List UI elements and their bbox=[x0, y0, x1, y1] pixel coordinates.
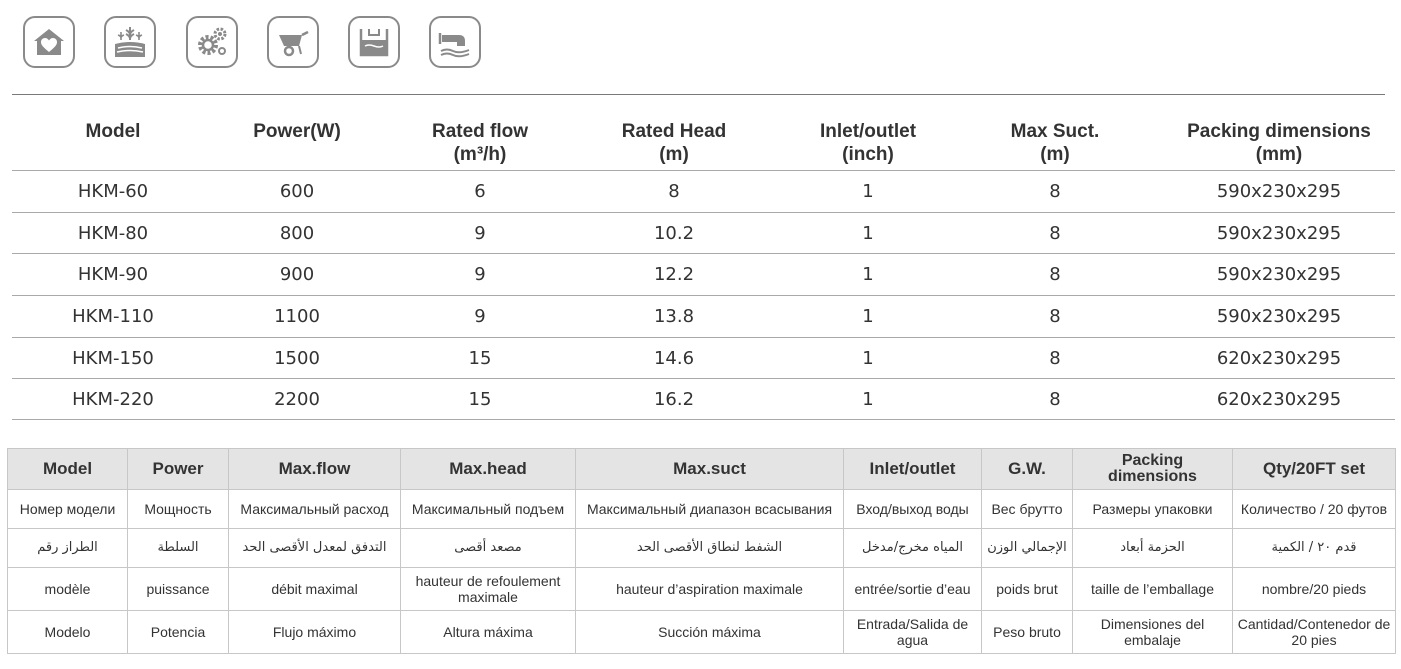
lang-cell: الحزمة أبعاد bbox=[1073, 529, 1233, 568]
lang-cell: الطراز رقم bbox=[8, 529, 128, 568]
spec-cell: HKM-60 bbox=[77, 180, 149, 202]
spec-cell: 590x230x295 bbox=[1216, 264, 1342, 286]
lang-cell: Cantidad/Contenedor de 20 pies bbox=[1233, 611, 1396, 654]
lang-header-row bbox=[8, 449, 1396, 490]
farm-field-icon bbox=[104, 16, 156, 68]
lang-cell: مصعد أقصى bbox=[401, 529, 576, 568]
spec-cell: 8 bbox=[1049, 388, 1061, 410]
spec-cell: 2200 bbox=[274, 388, 320, 410]
lang-header-cell: Max.suct bbox=[576, 449, 844, 490]
lang-header-cell: Model bbox=[8, 449, 128, 490]
lang-cell: Flujo máximo bbox=[229, 611, 401, 654]
lang-header-cell: Qty/20FT set bbox=[1233, 449, 1396, 490]
spec-cell: 15 bbox=[468, 388, 492, 410]
lang-cell: taille de l’emballage bbox=[1073, 568, 1233, 611]
lang-cell: hauteur de refoulement maximale bbox=[401, 568, 576, 611]
lang-cell: entrée/sortie d’eau bbox=[844, 568, 982, 611]
lang-cell: Succión máxima bbox=[576, 611, 844, 654]
spec-cell: 8 bbox=[1049, 180, 1061, 202]
lang-cell: Вход/выход воды bbox=[844, 490, 982, 529]
lang-cell: Вес брутто bbox=[982, 490, 1073, 529]
lang-cell: قدم ٢٠ / الكمية bbox=[1233, 529, 1396, 568]
header-rated-head: Rated Head (m) bbox=[621, 121, 727, 165]
pipe-outlet-icon bbox=[429, 16, 481, 68]
spec-cell: 1 bbox=[862, 180, 874, 202]
header-power: Power(W) bbox=[253, 121, 341, 142]
spec-cell: 8 bbox=[668, 180, 680, 202]
wheelbarrow-icon bbox=[267, 16, 319, 68]
lang-cell: nombre/20 pieds bbox=[1233, 568, 1396, 611]
lang-cell: hauteur d’aspiration maximale bbox=[576, 568, 844, 611]
lang-cell: المياه مخرج/مدخل bbox=[844, 529, 982, 568]
spec-cell: HKM-90 bbox=[77, 264, 149, 286]
lang-cell: débit maximal bbox=[229, 568, 401, 611]
spec-cell: 800 bbox=[279, 222, 315, 244]
spec-cell: 16.2 bbox=[653, 388, 695, 410]
spec-table bbox=[12, 112, 1395, 420]
header-max-suct: Max Suct. (m) bbox=[1010, 121, 1100, 165]
lang-header-cell: Power bbox=[128, 449, 229, 490]
lang-cell: التدفق لمعدل الأقصى الحد bbox=[229, 529, 401, 568]
spec-cell: 1500 bbox=[274, 347, 320, 369]
gears-icon bbox=[186, 16, 238, 68]
spec-cell: 6 bbox=[474, 180, 486, 202]
spec-cell: 9 bbox=[474, 222, 486, 244]
lang-cell: Dimensiones del embalaje bbox=[1073, 611, 1233, 654]
spec-cell: 1 bbox=[862, 347, 874, 369]
lang-cell: Мощность bbox=[128, 490, 229, 529]
lang-header-cell: Max.flow bbox=[229, 449, 401, 490]
lang-row bbox=[8, 611, 1396, 654]
lang-cell: الشفط لنطاق الأقصى الحد bbox=[576, 529, 844, 568]
spec-cell: 1 bbox=[862, 222, 874, 244]
spec-cell: 14.6 bbox=[653, 347, 695, 369]
lang-cell: Peso bruto bbox=[982, 611, 1073, 654]
spec-cell: 8 bbox=[1049, 264, 1061, 286]
lang-cell: puissance bbox=[128, 568, 229, 611]
lang-cell: Количество / 20 футов bbox=[1233, 490, 1396, 529]
spec-cell: 8 bbox=[1049, 305, 1061, 327]
lang-cell: Номер модели bbox=[8, 490, 128, 529]
lang-cell: السلطة bbox=[128, 529, 229, 568]
lang-cell: Размеры упаковки bbox=[1073, 490, 1233, 529]
spec-cell: 8 bbox=[1049, 222, 1061, 244]
spec-row bbox=[12, 253, 1395, 295]
spec-cell: HKM-80 bbox=[77, 222, 149, 244]
spec-row bbox=[12, 170, 1395, 212]
spec-table-header bbox=[12, 112, 1395, 170]
spec-cell: 1 bbox=[862, 264, 874, 286]
header-rated-flow: Rated flow (m³/h) bbox=[431, 121, 529, 165]
spec-cell: 15 bbox=[468, 347, 492, 369]
lang-row bbox=[8, 568, 1396, 611]
spec-cell: 900 bbox=[279, 264, 315, 286]
spec-cell: HKM-220 bbox=[72, 388, 154, 410]
spec-cell: HKM-110 bbox=[72, 305, 154, 327]
lang-cell: Modelo bbox=[8, 611, 128, 654]
lang-cell: Altura máxima bbox=[401, 611, 576, 654]
spec-row bbox=[12, 295, 1395, 337]
lang-cell: Максимальный подъем bbox=[401, 490, 576, 529]
spec-cell: 1100 bbox=[274, 305, 320, 327]
spec-cell: 620x230x295 bbox=[1216, 347, 1342, 369]
spec-cell: 9 bbox=[474, 264, 486, 286]
lang-header-cell: G.W. bbox=[982, 449, 1073, 490]
spec-cell: 8 bbox=[1049, 347, 1061, 369]
spec-cell: HKM-150 bbox=[72, 347, 154, 369]
lang-cell: الإجمالي الوزن bbox=[982, 529, 1073, 568]
spec-cell: 12.2 bbox=[653, 264, 695, 286]
spec-row bbox=[12, 378, 1395, 420]
spec-cell: 13.8 bbox=[653, 305, 695, 327]
spec-cell: 590x230x295 bbox=[1216, 222, 1342, 244]
lang-cell: poids brut bbox=[982, 568, 1073, 611]
spec-cell: 600 bbox=[279, 180, 315, 202]
section-divider bbox=[12, 94, 1385, 95]
spec-row bbox=[12, 337, 1395, 379]
lang-header-cell: Inlet/outlet bbox=[844, 449, 982, 490]
lang-header-cell: Packing dimensions bbox=[1073, 449, 1233, 490]
water-tank-icon bbox=[348, 16, 400, 68]
header-packing-dimensions: Packing dimensions (mm) bbox=[1187, 121, 1371, 165]
spec-cell: 590x230x295 bbox=[1216, 305, 1342, 327]
header-model: Model bbox=[85, 121, 141, 142]
header-inlet-outlet: Inlet/outlet (inch) bbox=[819, 121, 917, 165]
spec-cell: 10.2 bbox=[653, 222, 695, 244]
lang-cell: Potencia bbox=[128, 611, 229, 654]
lang-cell: modèle bbox=[8, 568, 128, 611]
multilingual-terms-table bbox=[7, 448, 1396, 654]
lang-row bbox=[8, 529, 1396, 568]
spec-cell: 620x230x295 bbox=[1216, 388, 1342, 410]
spec-cell: 1 bbox=[862, 388, 874, 410]
home-heart-icon bbox=[23, 16, 75, 68]
lang-header-cell: Max.head bbox=[401, 449, 576, 490]
lang-cell: Entrada/Salida de agua bbox=[844, 611, 982, 654]
lang-row bbox=[8, 490, 1396, 529]
lang-cell: Максимальный диапазон всасывания bbox=[576, 490, 844, 529]
spec-cell: 9 bbox=[474, 305, 486, 327]
spec-cell: 590x230x295 bbox=[1216, 180, 1342, 202]
lang-cell: Максимальный расход bbox=[229, 490, 401, 529]
spec-cell: 1 bbox=[862, 305, 874, 327]
spec-row bbox=[12, 212, 1395, 254]
